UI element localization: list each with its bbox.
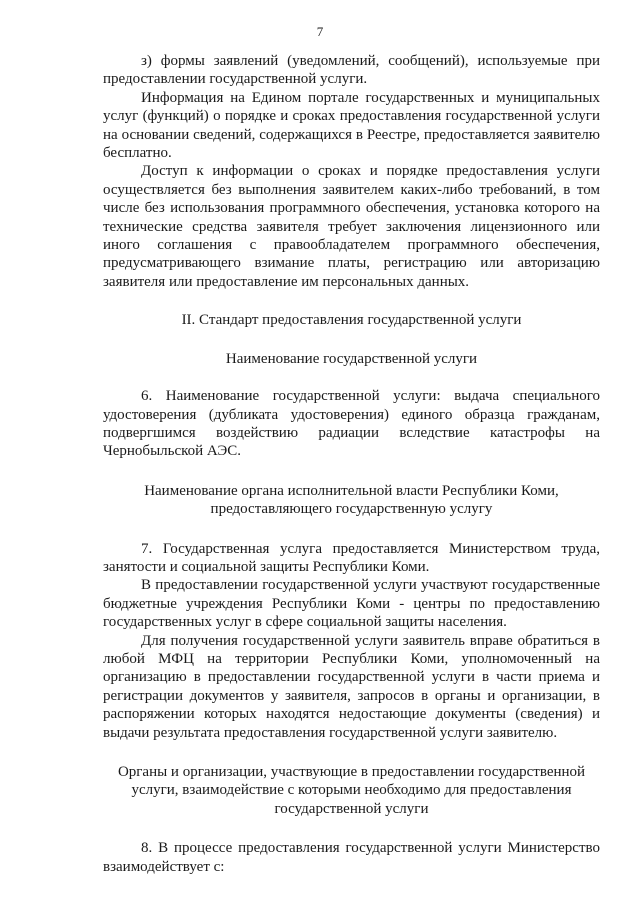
subheading-authority [103, 482, 600, 519]
section-heading-standard: II. Стандарт предоставления государственной услуги [181, 312, 522, 329]
paragraph-7: 7. Государственная услуга предоставляется Министерством труда, занятости и социальной защиты Республики Коми. [103, 540, 600, 575]
subheading-authority-line2: предоставляющего государственную услугу [210, 501, 493, 518]
subheading-organizations-line3: государственной услуги [274, 800, 429, 817]
paragraph-7-participants: В предоставлении государственной услуги участвуют государственные бюджетные учреждения Республики Коми - центры по предоставлению государственных услуг в сфере социальной защиты населения. [103, 577, 600, 631]
document-body [103, 52, 600, 876]
subheading-organizations-line2: услуги, взаимодействие с которыми необходимо для предоставления [131, 782, 572, 799]
paragraph-8: 8. В процессе предоставления государственной услуги Министерство взаимодействует с: [103, 840, 600, 875]
subheading-organizations-line1: Органы и организации, участвующие в предоставлении государственной [117, 764, 586, 780]
paragraph-access-info: Доступ к информации о сроках и порядке предоставления услуги осуществляется без выполнения заявителем каких-либо требований, в том числе без использования программного обеспечения, установка которого на технические средства заявителя требует заключения лицензионного или иного соглашения с правообладателем программного обеспечения, предусматривающего взимание платы, регистрацию или авторизацию заявителя или предоставление им персональных данных. [103, 163, 600, 290]
paragraph-7-mfc: Для получения государственной услуги заявитель вправе обратиться в любой МФЦ на территории Республики Коми, уполномоченный на организацию в предоставлении государственной услуги в части приема и регистрации документов у заявителя, запросов в органы и организации, в распоряжении которых находятся недостающие документы (сведения) и выдачи результата предоставления государственной услуги заявителю. [103, 632, 600, 741]
subheading-authority-line1: Наименование органа исполнительной власти Республики Коми, [144, 482, 559, 499]
paragraph-forms: з) формы заявлений (уведомлений, сообщений), используемые при предоставлении государственной услуги. [103, 53, 600, 88]
paragraph-6: 6. Наименование государственной услуги: выдача специального удостоверения (дубликата удостоверения) единого образца гражданам, подвергшимся воздействию радиации вследствие катастрофы на Чернобыльской АЭС. [103, 388, 600, 460]
subheading-service-name: Наименование государственной услуги [225, 350, 478, 367]
page-number: 7 [316, 24, 324, 39]
paragraph-portal-info: Информация на Едином портале государственных и муниципальных услуг (функций) о порядке и сроках предоставления государственной услуги на основании сведений, содержащихся в Реестре, предоставляется заявителю бесплатно. [103, 89, 600, 162]
subheading-organizations [103, 763, 600, 818]
